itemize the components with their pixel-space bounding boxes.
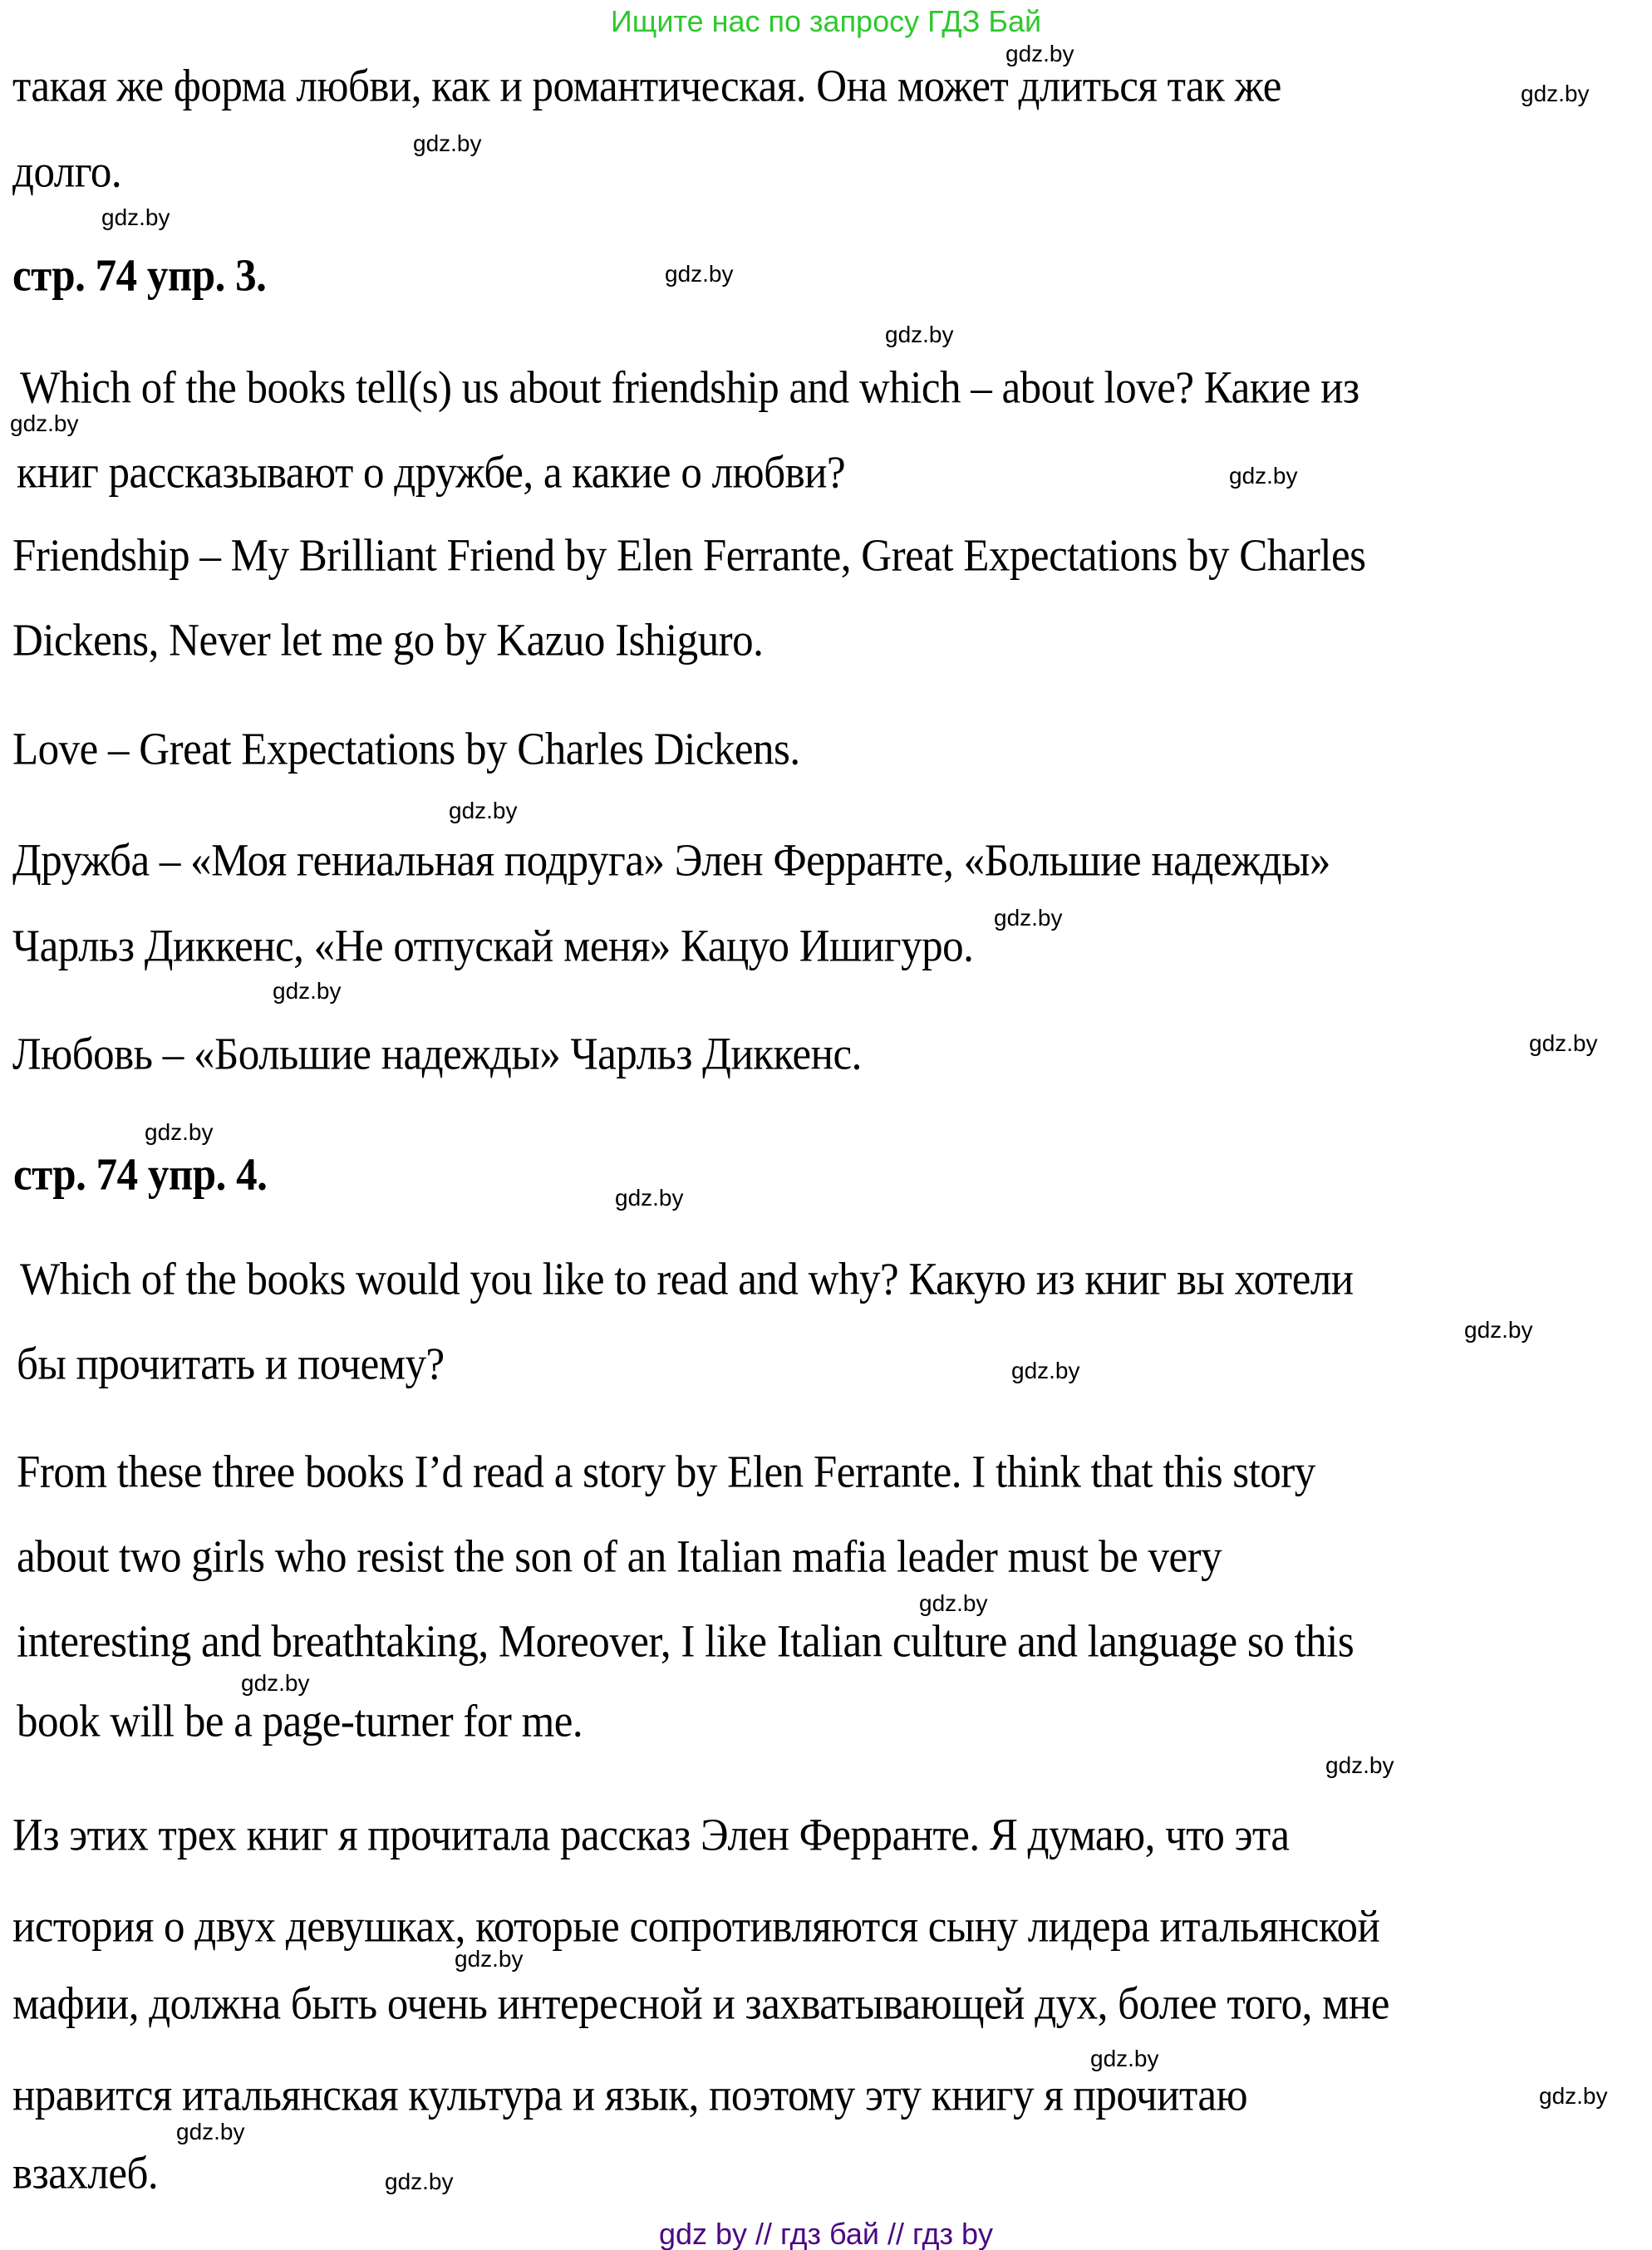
text-line: about two girls who resist the son of an Italian mafia leader must be very <box>17 1532 1222 1583</box>
text-line: Из этих трех книг я прочитала рассказ Элен Ферранте. Я думаю, что эта <box>12 1810 1290 1861</box>
text-line: Love – Great Expectations by Charles Dickens. <box>12 725 800 775</box>
gdz-watermark: gdz.by <box>1011 1358 1080 1383</box>
text-line: такая же форма любви, как и романтическая. Она может длиться так же <box>12 61 1281 112</box>
gdz-watermark: gdz.by <box>919 1590 988 1616</box>
text-line: interesting and breathtaking, Moreover, I like Italian culture and language so this <box>17 1617 1355 1668</box>
text-line: Friendship – My Brilliant Friend by Elen Ferrante, Great Expectations by Charles <box>12 531 1366 582</box>
gdz-watermark: gdz.by <box>1229 463 1298 489</box>
text-line: книг рассказывают о дружбе, а какие о любви? <box>17 448 846 499</box>
gdz-watermark: gdz.by <box>413 130 482 156</box>
gdz-watermark: gdz.by <box>449 798 518 823</box>
gdz-watermark: gdz.by <box>273 978 342 1004</box>
gdz-watermark: gdz.by <box>241 1670 310 1696</box>
section-heading: стр. 74 упр. 4. <box>13 1150 268 1201</box>
gdz-watermark: gdz.by <box>615 1185 684 1211</box>
text-line: бы прочитать и почему? <box>17 1339 445 1390</box>
text-line: Which of the books would you like to read and why? Какую из книг вы хотели <box>20 1255 1354 1305</box>
site-footer-links: gdz by // гдз бай // гдз by <box>658 2217 994 2250</box>
gdz-watermark: gdz.by <box>455 1946 524 1972</box>
text-line: нравится итальянская культура и язык, поэтому эту книгу я прочитаю <box>12 2071 1248 2121</box>
text-line: Dickens, Never let me go by Kazuo Ishiguro. <box>12 616 764 666</box>
text-line: Любовь – «Большие надежды» Чарльз Диккенс. <box>12 1029 862 1080</box>
gdz-watermark: gdz.by <box>1325 1752 1394 1778</box>
text-line: Дружба – «Моя гениальная подруга» Элен Ферранте, «Большие надежды» <box>12 836 1330 887</box>
gdz-watermark: gdz.by <box>385 2169 454 2194</box>
gdz-watermark: gdz.by <box>1090 2046 1159 2071</box>
text-line: мафии, должна быть очень интересной и захватывающей дух, более того, мне <box>12 1979 1389 2030</box>
text-line: взахлеб. <box>12 2149 159 2199</box>
gdz-watermark: gdz.by <box>665 261 734 287</box>
gdz-watermark: gdz.by <box>885 322 954 347</box>
site-header-banner: Ищите нас по запросу ГДЗ Бай <box>610 4 1042 38</box>
gdz-watermark: gdz.by <box>1539 2083 1608 2109</box>
gdz-watermark: gdz.by <box>1464 1317 1533 1343</box>
section-heading: стр. 74 упр. 3. <box>12 251 267 302</box>
gdz-watermark: gdz.by <box>101 204 170 230</box>
gdz-watermark: gdz.by <box>176 2119 245 2144</box>
text-line: Чарльз Диккенс, «Не отпускай меня» Кацуо Ишигуро. <box>12 921 974 972</box>
text-line: долго. <box>12 147 122 198</box>
text-line: Which of the books tell(s) us about friendship and which – about love? Какие из <box>20 363 1359 414</box>
gdz-watermark: gdz.by <box>1529 1030 1598 1056</box>
text-line: история о двух девушках, которые сопротивляются сыну лидера итальянской <box>12 1902 1380 1953</box>
text-line: book will be a page-turner for me. <box>17 1697 583 1747</box>
gdz-watermark: gdz.by <box>1521 81 1590 106</box>
gdz-watermark: gdz.by <box>1005 41 1074 66</box>
gdz-watermark: gdz.by <box>994 905 1063 931</box>
gdz-watermark: gdz.by <box>10 410 79 436</box>
text-line: From these three books I’d read a story by Elen Ferrante. I think that this story <box>17 1447 1315 1498</box>
gdz-watermark: gdz.by <box>145 1119 214 1145</box>
